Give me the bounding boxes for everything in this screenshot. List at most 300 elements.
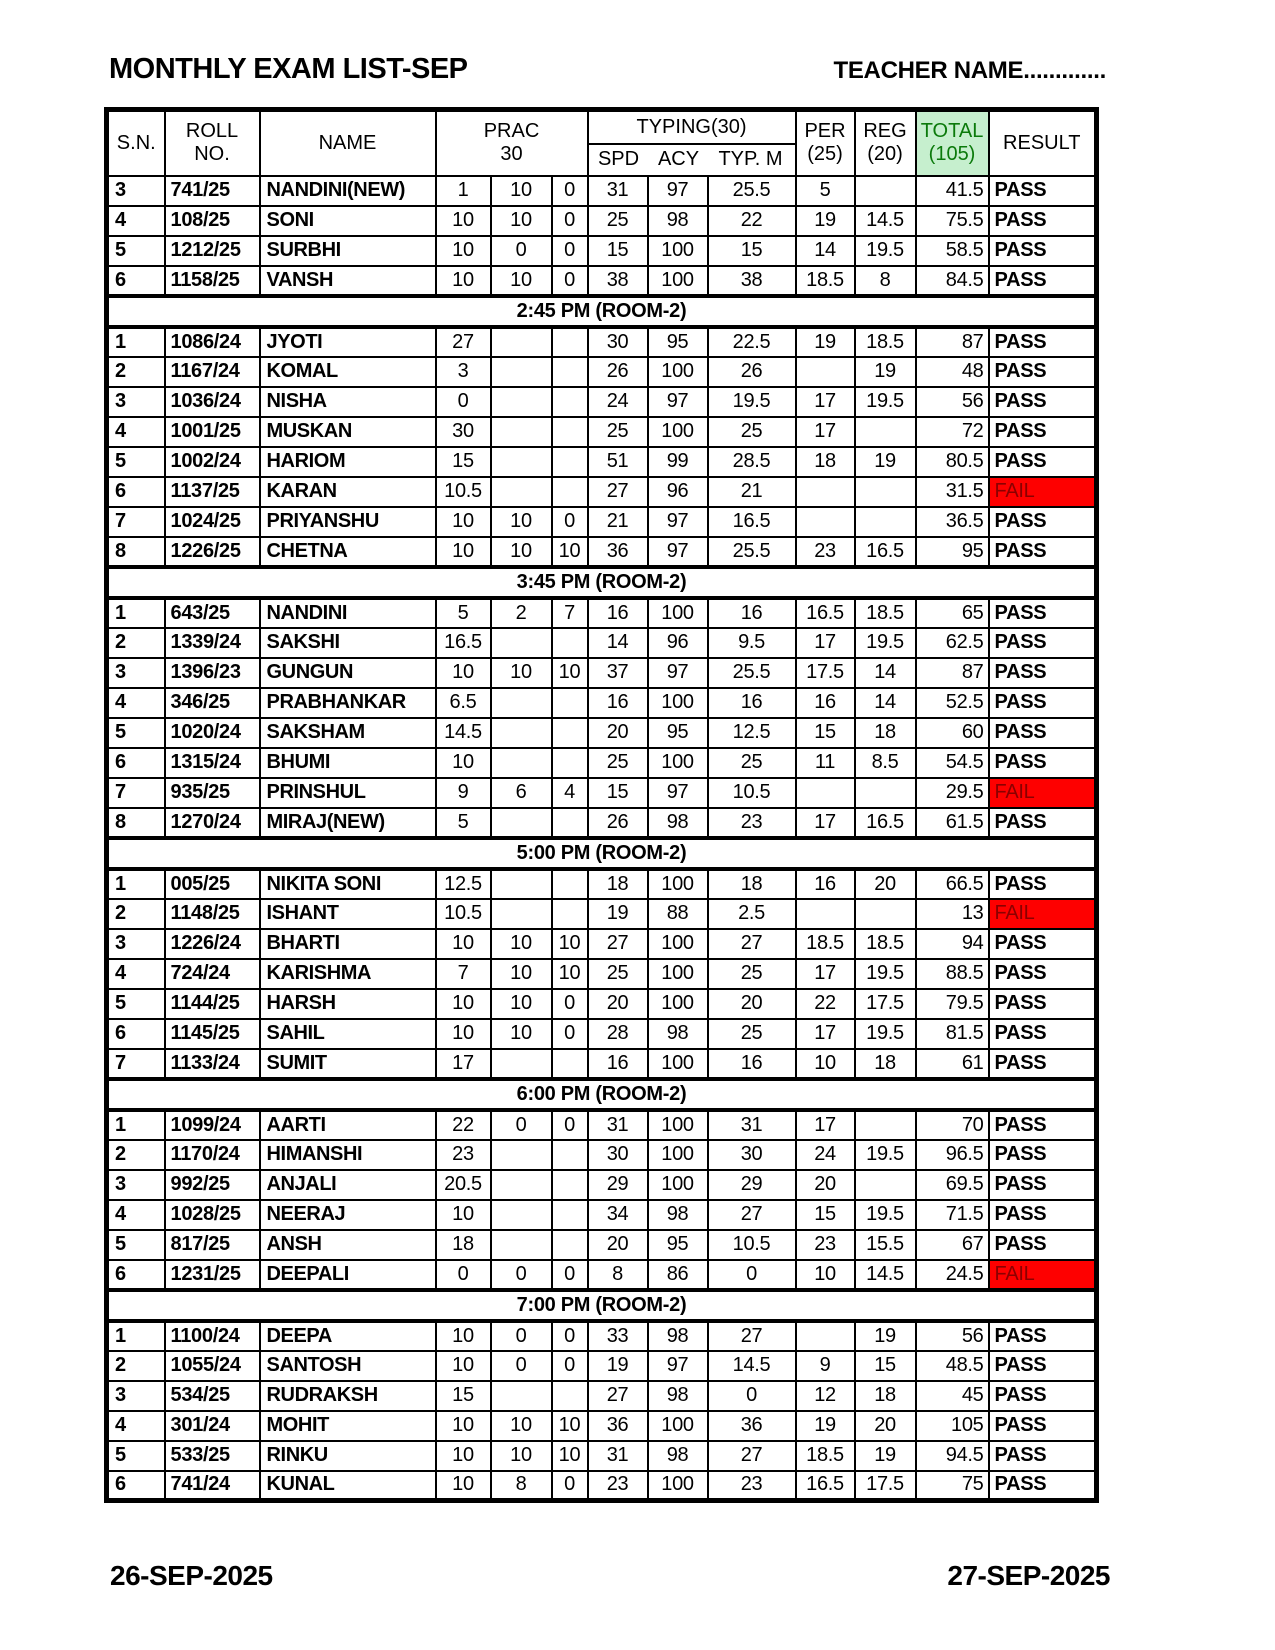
result-cell: PASS bbox=[989, 1471, 1097, 1501]
per-cell: 24 bbox=[796, 1140, 855, 1170]
name-cell: SURBHI bbox=[260, 236, 436, 266]
result-cell: FAIL bbox=[989, 1260, 1097, 1290]
session-label: 5:00 PM (ROOM-2) bbox=[107, 838, 1097, 869]
name-cell: DEEPALI bbox=[260, 1260, 436, 1290]
reg-cell: 14 bbox=[855, 658, 916, 688]
acy-cell: 100 bbox=[648, 417, 708, 447]
acy-cell: 100 bbox=[648, 929, 708, 959]
spd-cell: 31 bbox=[588, 176, 648, 206]
per-cell: 12 bbox=[796, 1381, 855, 1411]
prac2-cell: 8 bbox=[491, 1471, 552, 1501]
acy-cell: 100 bbox=[648, 989, 708, 1019]
sn-cell: 4 bbox=[107, 688, 165, 718]
prac3-cell bbox=[552, 477, 588, 507]
result-cell: PASS bbox=[989, 1140, 1097, 1170]
acy-cell: 97 bbox=[648, 176, 708, 206]
spd-cell: 19 bbox=[588, 1351, 648, 1381]
table-row bbox=[107, 447, 1097, 477]
typm-cell: 21 bbox=[708, 477, 796, 507]
typm-cell: 26 bbox=[708, 357, 796, 387]
result-cell: PASS bbox=[989, 1019, 1097, 1049]
prac1-cell: 18 bbox=[436, 1230, 491, 1260]
acy-cell: 96 bbox=[648, 628, 708, 658]
result-cell: PASS bbox=[989, 628, 1097, 658]
name-cell: NANDINI(NEW) bbox=[260, 176, 436, 206]
prac2-cell: 0 bbox=[491, 1321, 552, 1351]
per-cell: 16.5 bbox=[796, 1471, 855, 1501]
result-cell: PASS bbox=[989, 1441, 1097, 1471]
spd-cell: 29 bbox=[588, 1170, 648, 1200]
table-row bbox=[107, 357, 1097, 387]
spd-cell: 25 bbox=[588, 959, 648, 989]
total-cell: 87 bbox=[916, 658, 989, 688]
spd-cell: 28 bbox=[588, 1019, 648, 1049]
reg-cell: 16.5 bbox=[855, 537, 916, 567]
name-cell: PRABHANKAR bbox=[260, 688, 436, 718]
result-cell: PASS bbox=[989, 658, 1097, 688]
sn-cell: 4 bbox=[107, 1200, 165, 1230]
session-header-row bbox=[107, 296, 1097, 327]
reg-cell: 18.5 bbox=[855, 598, 916, 628]
prac2-cell bbox=[491, 477, 552, 507]
name-cell: HIMANSHI bbox=[260, 1140, 436, 1170]
prac1-cell: 10 bbox=[436, 1351, 491, 1381]
sn-cell: 2 bbox=[107, 628, 165, 658]
prac2-cell: 10 bbox=[491, 1019, 552, 1049]
result-cell: PASS bbox=[989, 387, 1097, 417]
prac3-cell: 4 bbox=[552, 778, 588, 808]
prac2-cell bbox=[491, 1381, 552, 1411]
typm-cell: 10.5 bbox=[708, 1230, 796, 1260]
acy-cell: 100 bbox=[648, 598, 708, 628]
reg-cell: 20 bbox=[855, 1411, 916, 1441]
name-cell: CHETNA bbox=[260, 537, 436, 567]
roll-cell: 1036/24 bbox=[165, 387, 260, 417]
col-header-reg-line2: (20) bbox=[867, 143, 903, 166]
result-cell: PASS bbox=[989, 688, 1097, 718]
prac1-cell: 10 bbox=[436, 658, 491, 688]
per-cell: 18.5 bbox=[796, 266, 855, 296]
prac1-cell: 22 bbox=[436, 1110, 491, 1140]
spd-cell: 23 bbox=[588, 1471, 648, 1501]
prac2-cell: 10 bbox=[491, 1411, 552, 1441]
total-cell: 84.5 bbox=[916, 266, 989, 296]
acy-cell: 98 bbox=[648, 206, 708, 236]
spd-cell: 18 bbox=[588, 869, 648, 899]
sn-cell: 4 bbox=[107, 417, 165, 447]
reg-cell: 19 bbox=[855, 1441, 916, 1471]
per-cell: 18.5 bbox=[796, 929, 855, 959]
table-row bbox=[107, 959, 1097, 989]
typm-cell: 0 bbox=[708, 1260, 796, 1290]
roll-cell: 533/25 bbox=[165, 1441, 260, 1471]
acy-cell: 100 bbox=[648, 1140, 708, 1170]
prac2-cell: 10 bbox=[491, 989, 552, 1019]
table-row bbox=[107, 1019, 1097, 1049]
prac2-cell bbox=[491, 447, 552, 477]
spd-cell: 37 bbox=[588, 658, 648, 688]
roll-cell: 724/24 bbox=[165, 959, 260, 989]
spd-cell: 36 bbox=[588, 1411, 648, 1441]
sn-cell: 5 bbox=[107, 447, 165, 477]
table-row bbox=[107, 477, 1097, 507]
acy-cell: 86 bbox=[648, 1260, 708, 1290]
roll-cell: 1212/25 bbox=[165, 236, 260, 266]
table-row bbox=[107, 1351, 1097, 1381]
per-cell: 15 bbox=[796, 1200, 855, 1230]
acy-cell: 98 bbox=[648, 1381, 708, 1411]
name-cell: ANSH bbox=[260, 1230, 436, 1260]
table-row bbox=[107, 778, 1097, 808]
spd-cell: 33 bbox=[588, 1321, 648, 1351]
prac2-cell bbox=[491, 1140, 552, 1170]
col-header-result: RESULT bbox=[989, 110, 1097, 176]
prac3-cell bbox=[552, 808, 588, 838]
prac1-cell: 17 bbox=[436, 1049, 491, 1079]
acy-cell: 98 bbox=[648, 808, 708, 838]
acy-cell: 97 bbox=[648, 507, 708, 537]
prac3-cell: 10 bbox=[552, 929, 588, 959]
reg-cell bbox=[855, 778, 916, 808]
roll-cell: 1270/24 bbox=[165, 808, 260, 838]
total-cell: 31.5 bbox=[916, 477, 989, 507]
prac2-cell: 10 bbox=[491, 959, 552, 989]
prac3-cell: 0 bbox=[552, 1110, 588, 1140]
roll-cell: 534/25 bbox=[165, 1381, 260, 1411]
prac1-cell: 10 bbox=[436, 748, 491, 778]
acy-cell: 100 bbox=[648, 236, 708, 266]
total-cell: 41.5 bbox=[916, 176, 989, 206]
per-cell: 17 bbox=[796, 1019, 855, 1049]
prac2-cell bbox=[491, 387, 552, 417]
result-cell: PASS bbox=[989, 1110, 1097, 1140]
col-header-prac-line1: PRAC bbox=[483, 120, 540, 143]
reg-cell: 19 bbox=[855, 357, 916, 387]
acy-cell: 100 bbox=[648, 357, 708, 387]
per-cell: 19 bbox=[796, 327, 855, 357]
col-header-sn: S.N. bbox=[107, 110, 165, 176]
reg-cell bbox=[855, 176, 916, 206]
roll-cell: 1020/24 bbox=[165, 718, 260, 748]
roll-cell: 1028/25 bbox=[165, 1200, 260, 1230]
per-cell: 19 bbox=[796, 1411, 855, 1441]
prac3-cell bbox=[552, 1140, 588, 1170]
reg-cell: 8 bbox=[855, 266, 916, 296]
reg-cell: 19.5 bbox=[855, 628, 916, 658]
per-cell bbox=[796, 899, 855, 929]
total-cell: 52.5 bbox=[916, 688, 989, 718]
prac3-cell: 0 bbox=[552, 266, 588, 296]
table-row bbox=[107, 507, 1097, 537]
result-cell: PASS bbox=[989, 989, 1097, 1019]
prac2-cell bbox=[491, 748, 552, 778]
roll-cell: 1158/25 bbox=[165, 266, 260, 296]
prac3-cell bbox=[552, 688, 588, 718]
table-row bbox=[107, 327, 1097, 357]
roll-cell: 1055/24 bbox=[165, 1351, 260, 1381]
result-cell: PASS bbox=[989, 537, 1097, 567]
total-cell: 48 bbox=[916, 357, 989, 387]
name-cell: SONI bbox=[260, 206, 436, 236]
name-cell: HARIOM bbox=[260, 447, 436, 477]
prac3-cell bbox=[552, 718, 588, 748]
session-header-row bbox=[107, 1079, 1097, 1110]
prac3-cell bbox=[552, 628, 588, 658]
acy-cell: 88 bbox=[648, 899, 708, 929]
exam-table-header bbox=[107, 110, 1097, 176]
roll-cell: 1170/24 bbox=[165, 1140, 260, 1170]
prac1-cell: 0 bbox=[436, 1260, 491, 1290]
table-row bbox=[107, 1411, 1097, 1441]
prac3-cell: 10 bbox=[552, 1411, 588, 1441]
reg-cell: 19.5 bbox=[855, 1140, 916, 1170]
total-cell: 61.5 bbox=[916, 808, 989, 838]
prac1-cell: 10.5 bbox=[436, 899, 491, 929]
table-row bbox=[107, 176, 1097, 206]
name-cell: ISHANT bbox=[260, 899, 436, 929]
reg-cell: 15.5 bbox=[855, 1230, 916, 1260]
sn-cell: 6 bbox=[107, 748, 165, 778]
roll-cell: 1137/25 bbox=[165, 477, 260, 507]
total-cell: 94 bbox=[916, 929, 989, 959]
total-cell: 70 bbox=[916, 1110, 989, 1140]
col-header-total bbox=[916, 110, 989, 176]
exam-table-body bbox=[107, 176, 1097, 1501]
total-cell: 75 bbox=[916, 1471, 989, 1501]
roll-cell: 1315/24 bbox=[165, 748, 260, 778]
reg-cell: 15 bbox=[855, 1351, 916, 1381]
prac1-cell: 5 bbox=[436, 598, 491, 628]
total-cell: 29.5 bbox=[916, 778, 989, 808]
typm-cell: 22.5 bbox=[708, 327, 796, 357]
reg-cell: 18.5 bbox=[855, 327, 916, 357]
sn-cell: 6 bbox=[107, 266, 165, 296]
reg-cell: 18 bbox=[855, 1049, 916, 1079]
prac1-cell: 10 bbox=[436, 1471, 491, 1501]
per-cell: 16 bbox=[796, 869, 855, 899]
sn-cell: 1 bbox=[107, 598, 165, 628]
name-cell: AARTI bbox=[260, 1110, 436, 1140]
acy-cell: 100 bbox=[648, 1411, 708, 1441]
table-row bbox=[107, 869, 1097, 899]
reg-cell: 18 bbox=[855, 718, 916, 748]
prac2-cell bbox=[491, 327, 552, 357]
prac3-cell bbox=[552, 869, 588, 899]
spd-cell: 16 bbox=[588, 598, 648, 628]
reg-cell: 14.5 bbox=[855, 206, 916, 236]
table-row bbox=[107, 1471, 1097, 1501]
total-cell: 69.5 bbox=[916, 1170, 989, 1200]
prac3-cell: 0 bbox=[552, 507, 588, 537]
acy-cell: 95 bbox=[648, 718, 708, 748]
session-header-row bbox=[107, 838, 1097, 869]
spd-cell: 26 bbox=[588, 808, 648, 838]
name-cell: NIKITA SONI bbox=[260, 869, 436, 899]
prac1-cell: 3 bbox=[436, 357, 491, 387]
table-row bbox=[107, 206, 1097, 236]
prac3-cell: 10 bbox=[552, 1441, 588, 1471]
prac3-cell: 10 bbox=[552, 658, 588, 688]
table-row bbox=[107, 387, 1097, 417]
typm-cell: 25 bbox=[708, 417, 796, 447]
col-header-spd: SPD bbox=[597, 148, 640, 170]
sn-cell: 3 bbox=[107, 176, 165, 206]
acy-cell: 97 bbox=[648, 387, 708, 417]
acy-cell: 97 bbox=[648, 1351, 708, 1381]
spd-cell: 51 bbox=[588, 447, 648, 477]
col-header-roll-line2: NO. bbox=[194, 143, 230, 166]
total-cell: 58.5 bbox=[916, 236, 989, 266]
per-cell: 11 bbox=[796, 748, 855, 778]
prac2-cell: 6 bbox=[491, 778, 552, 808]
prac1-cell: 1 bbox=[436, 176, 491, 206]
name-cell: KOMAL bbox=[260, 357, 436, 387]
prac3-cell: 0 bbox=[552, 1260, 588, 1290]
reg-cell: 14 bbox=[855, 688, 916, 718]
spd-cell: 14 bbox=[588, 628, 648, 658]
prac2-cell: 10 bbox=[491, 266, 552, 296]
typm-cell: 0 bbox=[708, 1381, 796, 1411]
result-cell: PASS bbox=[989, 206, 1097, 236]
prac2-cell bbox=[491, 357, 552, 387]
sn-cell: 5 bbox=[107, 718, 165, 748]
spd-cell: 15 bbox=[588, 236, 648, 266]
acy-cell: 100 bbox=[648, 1110, 708, 1140]
name-cell: PRIYANSHU bbox=[260, 507, 436, 537]
prac3-cell bbox=[552, 1049, 588, 1079]
col-header-prac bbox=[436, 110, 588, 176]
typm-cell: 36 bbox=[708, 1411, 796, 1441]
sn-cell: 3 bbox=[107, 1170, 165, 1200]
footer-date-end: 27-SEP-2025 bbox=[947, 1560, 1110, 1591]
total-cell: 48.5 bbox=[916, 1351, 989, 1381]
typm-cell: 19.5 bbox=[708, 387, 796, 417]
result-cell: PASS bbox=[989, 808, 1097, 838]
acy-cell: 100 bbox=[648, 1049, 708, 1079]
prac2-cell bbox=[491, 688, 552, 718]
prac1-cell: 10 bbox=[436, 1441, 491, 1471]
col-header-typing: TYPING(30) bbox=[588, 110, 796, 144]
total-cell: 24.5 bbox=[916, 1260, 989, 1290]
sn-cell: 2 bbox=[107, 899, 165, 929]
prac3-cell bbox=[552, 357, 588, 387]
sn-cell: 3 bbox=[107, 658, 165, 688]
result-cell: PASS bbox=[989, 1200, 1097, 1230]
result-cell: PASS bbox=[989, 929, 1097, 959]
prac3-cell bbox=[552, 1381, 588, 1411]
per-cell: 17 bbox=[796, 808, 855, 838]
acy-cell: 98 bbox=[648, 1200, 708, 1230]
roll-cell: 1144/25 bbox=[165, 989, 260, 1019]
per-cell: 16.5 bbox=[796, 598, 855, 628]
spd-cell: 30 bbox=[588, 327, 648, 357]
prac3-cell: 0 bbox=[552, 236, 588, 266]
total-cell: 80.5 bbox=[916, 447, 989, 477]
typm-cell: 25.5 bbox=[708, 658, 796, 688]
reg-cell: 16.5 bbox=[855, 808, 916, 838]
per-cell: 20 bbox=[796, 1170, 855, 1200]
prac2-cell: 0 bbox=[491, 236, 552, 266]
name-cell: RUDRAKSH bbox=[260, 1381, 436, 1411]
total-cell: 96.5 bbox=[916, 1140, 989, 1170]
result-cell: PASS bbox=[989, 447, 1097, 477]
prac3-cell bbox=[552, 387, 588, 417]
session-label: 3:45 PM (ROOM-2) bbox=[107, 567, 1097, 598]
total-cell: 88.5 bbox=[916, 959, 989, 989]
reg-cell: 17.5 bbox=[855, 989, 916, 1019]
prac1-cell: 0 bbox=[436, 387, 491, 417]
per-cell: 17.5 bbox=[796, 658, 855, 688]
session-header-row bbox=[107, 567, 1097, 598]
sn-cell: 1 bbox=[107, 1321, 165, 1351]
session-header-row bbox=[107, 1290, 1097, 1321]
typm-cell: 12.5 bbox=[708, 718, 796, 748]
col-header-per-line1: PER bbox=[804, 120, 846, 143]
prac3-cell bbox=[552, 748, 588, 778]
total-cell: 65 bbox=[916, 598, 989, 628]
spd-cell: 15 bbox=[588, 778, 648, 808]
prac1-cell: 10.5 bbox=[436, 477, 491, 507]
typm-cell: 30 bbox=[708, 1140, 796, 1170]
result-cell: FAIL bbox=[989, 778, 1097, 808]
reg-cell bbox=[855, 417, 916, 447]
result-cell: PASS bbox=[989, 1381, 1097, 1411]
sn-cell: 4 bbox=[107, 206, 165, 236]
prac3-cell: 0 bbox=[552, 206, 588, 236]
total-cell: 56 bbox=[916, 387, 989, 417]
roll-cell: 817/25 bbox=[165, 1230, 260, 1260]
typm-cell: 20 bbox=[708, 989, 796, 1019]
col-header-prac-line2: 30 bbox=[500, 143, 523, 166]
prac1-cell: 15 bbox=[436, 447, 491, 477]
acy-cell: 95 bbox=[648, 327, 708, 357]
acy-cell: 100 bbox=[648, 748, 708, 778]
table-row bbox=[107, 748, 1097, 778]
typm-cell: 16 bbox=[708, 1049, 796, 1079]
prac1-cell: 10 bbox=[436, 206, 491, 236]
sn-cell: 2 bbox=[107, 1351, 165, 1381]
prac1-cell: 6.5 bbox=[436, 688, 491, 718]
per-cell: 22 bbox=[796, 989, 855, 1019]
prac1-cell: 10 bbox=[436, 1200, 491, 1230]
typm-cell: 10.5 bbox=[708, 778, 796, 808]
prac2-cell: 10 bbox=[491, 929, 552, 959]
result-cell: PASS bbox=[989, 718, 1097, 748]
result-cell: PASS bbox=[989, 357, 1097, 387]
name-cell: MIRAJ(NEW) bbox=[260, 808, 436, 838]
sn-cell: 5 bbox=[107, 236, 165, 266]
reg-cell: 18.5 bbox=[855, 929, 916, 959]
table-row bbox=[107, 537, 1097, 567]
prac1-cell: 10 bbox=[436, 537, 491, 567]
acy-cell: 97 bbox=[648, 537, 708, 567]
prac3-cell bbox=[552, 417, 588, 447]
roll-cell: 1100/24 bbox=[165, 1321, 260, 1351]
name-cell: MUSKAN bbox=[260, 417, 436, 447]
table-row bbox=[107, 718, 1097, 748]
prac3-cell: 0 bbox=[552, 989, 588, 1019]
roll-cell: 1002/24 bbox=[165, 447, 260, 477]
prac2-cell: 0 bbox=[491, 1351, 552, 1381]
teacher-name-label: TEACHER NAME............. bbox=[833, 57, 1106, 84]
total-cell: 71.5 bbox=[916, 1200, 989, 1230]
prac2-cell: 0 bbox=[491, 1110, 552, 1140]
table-row bbox=[107, 266, 1097, 296]
per-cell bbox=[796, 507, 855, 537]
table-row bbox=[107, 1260, 1097, 1290]
col-header-reg-line1: REG bbox=[863, 120, 907, 143]
roll-cell: 346/25 bbox=[165, 688, 260, 718]
